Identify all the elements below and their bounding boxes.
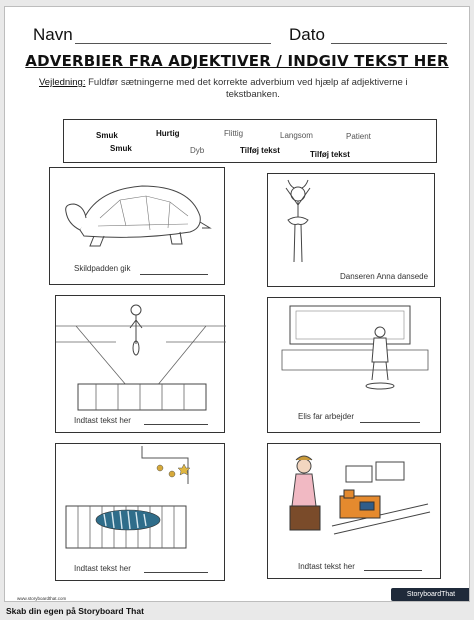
date-label: Dato [289,25,325,44]
word-bank-word[interactable]: Hurtig [156,129,180,138]
panel-caption: Indtast tekst her [74,416,131,425]
word-bank-word[interactable]: Tilføj tekst [240,146,280,155]
worksheet-title[interactable]: ADVERBIER FRA ADJEKTIVER / INDGIV TEKST HER [25,52,449,70]
answer-line[interactable] [144,424,208,425]
answer-line[interactable] [140,274,208,275]
panel-ballerina [267,173,435,287]
word-bank-word[interactable]: Tilføj tekst [310,150,350,159]
panel-caption: Indtast tekst her [74,564,131,573]
instructions-lead: Vejledning: [39,77,86,88]
panel-caption: Skildpadden gik [74,264,131,273]
word-bank [63,119,437,163]
footer-credit: Skab din egen på Storyboard That [6,606,144,616]
panel-cyclist [55,295,225,433]
worksheet-page [4,6,470,602]
word-bank-word[interactable]: Dyb [190,146,205,155]
panel-crib [55,443,225,581]
ballerina-illustration [268,174,436,288]
word-bank-word[interactable]: Patient [346,132,371,141]
footer-url: www.storyboardthat.com [17,596,67,601]
panel-caption: Danseren Anna dansede [340,272,429,281]
answer-line[interactable] [360,422,420,423]
panel-train [267,443,441,579]
storyboardthat-logo[interactable] [391,588,470,601]
word-bank-word[interactable]: Smuk [96,131,118,140]
panel-office [267,297,441,433]
panel-caption: Indtast tekst her [298,562,355,571]
date-line [331,43,447,44]
word-bank-word[interactable]: Smuk [110,144,132,153]
panel-turtle [49,167,225,285]
word-bank-word[interactable]: Langsom [280,131,313,140]
instructions-line2: tekstbanken. [226,89,280,100]
name-line [75,43,271,44]
brand-label: StoryboardThat [406,591,456,598]
instructions-line1: Fuldfør sætningerne med det korrekte adverbium ved hjælp af adjektiverne i [88,77,408,88]
answer-line[interactable] [364,570,422,571]
name-label: Navn [33,25,73,44]
answer-line[interactable] [144,572,208,573]
crib-illustration [56,444,226,582]
panel-caption: Elis far arbejder [298,412,355,421]
office-illustration [268,298,442,434]
word-bank-word[interactable]: Flittig [224,129,244,138]
instructions [39,77,439,101]
cyclist-illustration [56,296,226,434]
train-illustration [268,444,442,580]
